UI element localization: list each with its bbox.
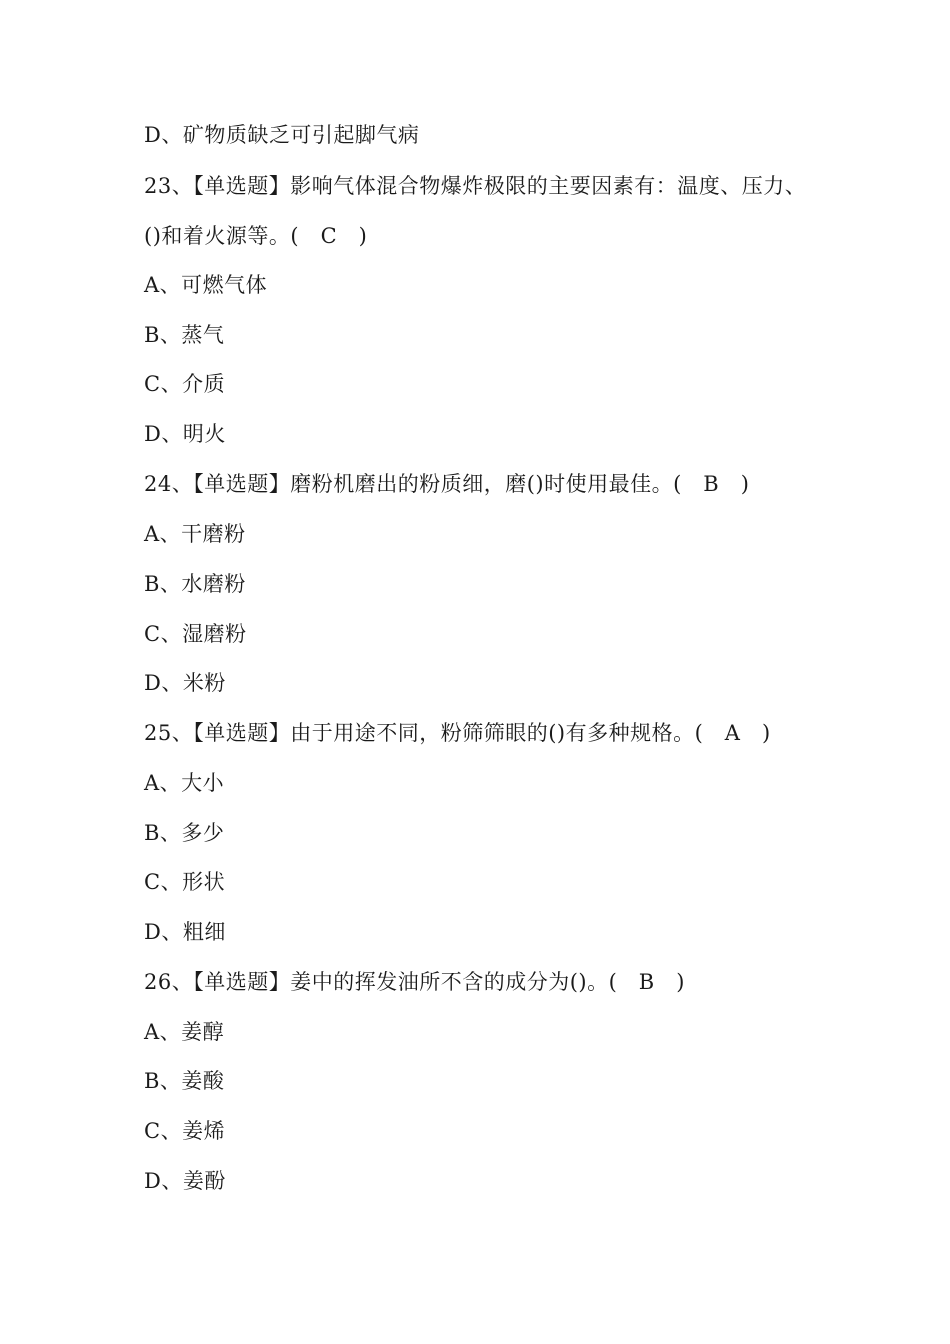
q25-option-c: C、形状 [144,870,226,894]
q26-option-c: C、姜烯 [144,1119,226,1143]
q25-question: 25、【单选题】由于用途不同，粉筛筛眼的()有多种规格。( A ) [144,721,771,745]
q23-option-a: A、可燃气体 [144,273,268,297]
q23-question-cont: ()和着火源等。( C ) [144,224,368,248]
q23-option-c: C、介质 [144,372,226,396]
q26-option-a: A、姜醇 [144,1020,225,1044]
q25-option-b: B、多少 [144,821,225,845]
q26-option-b: B、姜酸 [144,1069,225,1093]
q23-option-b: B、蒸气 [144,323,225,347]
q23-option-d: D、明火 [144,422,226,446]
q26-option-d: D、姜酚 [144,1169,226,1193]
q25-option-a: A、大小 [144,771,225,795]
q24-option-c: C、湿磨粉 [144,622,247,646]
q24-option-a: A、干磨粉 [144,522,246,546]
q24-question: 24、【单选题】磨粉机磨出的粉质细，磨()时使用最佳。( B ) [144,472,750,496]
q22-option-d: D、矿物质缺乏可引起脚气病 [144,123,420,147]
q24-option-b: B、水磨粉 [144,572,246,596]
q26-question: 26、【单选题】姜中的挥发油所不含的成分为()。( B ) [144,970,685,994]
q23-question: 23、【单选题】影响气体混合物爆炸极限的主要因素有：温度、压力、 [144,174,807,198]
q25-option-d: D、粗细 [144,920,226,944]
q24-option-d: D、米粉 [144,671,226,695]
